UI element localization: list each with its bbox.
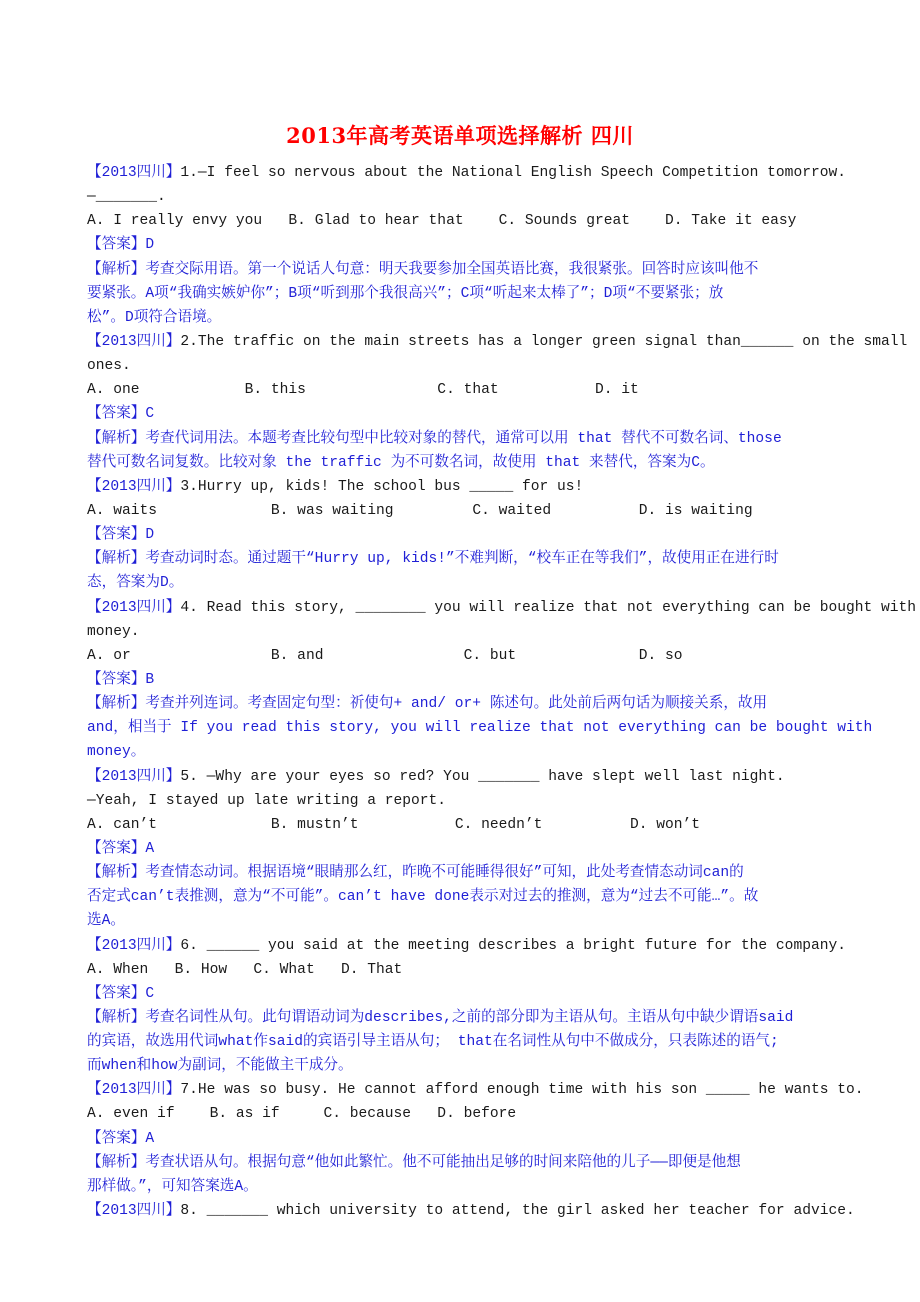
analysis-line — [87, 1030, 887, 1054]
source-tag: 【2013四川】 — [87, 165, 181, 181]
analysis-line — [87, 861, 887, 885]
answer-line — [87, 982, 887, 1006]
analysis-line — [87, 547, 887, 571]
question-stem-line — [87, 475, 887, 499]
answer-line — [87, 402, 887, 426]
answer-value: A — [145, 840, 155, 857]
source-tag: 【2013四川】 — [87, 599, 181, 616]
analysis-line — [87, 692, 887, 716]
question-text: ones. — [87, 358, 131, 375]
analysis-text: 要紧张。A项“我确实嫉妒你”；B项“听到那个我很高兴”；C项“听起来太棒了”；D项“不要紧张；放 — [87, 285, 724, 302]
analysis-text: 那样做。”，可知答案选A。 — [87, 1178, 258, 1195]
answer-value: C — [145, 985, 155, 1002]
question-stem-line — [87, 596, 917, 620]
question-stem-line — [87, 620, 887, 644]
analysis-text: 考查名词性从句。此句谓语动词为describes,之前的部分即为主语从句。主语从句中缺少谓语said — [145, 1009, 794, 1026]
analysis-line — [87, 306, 887, 330]
answer-line — [87, 523, 887, 547]
question-text: —_______. — [87, 189, 166, 206]
source-tag: 【2013四川】 — [87, 1203, 181, 1220]
answer-tag: 【答案】 — [87, 527, 146, 544]
question-block — [87, 1199, 887, 1223]
analysis-line — [87, 716, 887, 740]
question-text: money. — [87, 623, 140, 640]
analysis-text: 而when和how为副词，不能做主干成分。 — [87, 1058, 353, 1075]
question-options: A. I really envy you B. Glad to hear that C. Sounds great D. Take it easy — [87, 213, 797, 230]
question-block — [87, 161, 887, 330]
question-block — [87, 475, 887, 596]
analysis-tag: 【解析】 — [87, 261, 146, 278]
answer-value: D — [145, 237, 155, 254]
question-text: 5. —Why are your eyes so red? You _______ have slept well last night. — [180, 768, 785, 785]
source-tag: 【2013四川】 — [87, 333, 181, 350]
question-block — [87, 330, 908, 475]
question-text: 7.He was so busy. He cannot afford enough time with his son _____ he wants to. — [180, 1082, 864, 1099]
source-tag: 【2013四川】 — [87, 478, 181, 495]
analysis-tag: 【解析】 — [87, 551, 146, 568]
question-options: A. or B. and C. but D. so — [87, 647, 683, 664]
analysis-text: 考查交际用语。第一个说话人句意：明天我要参加全国英语比赛，我很紧张。回答时应该叫他不 — [145, 261, 759, 278]
analysis-line — [87, 1054, 887, 1078]
analysis-text: 考查并列连词。考查固定句型：祈使句+ and/ or+ 陈述句。此处前后两句话为顺接关系，故用 — [145, 696, 768, 713]
question-block — [87, 934, 887, 1079]
answer-value: A — [145, 1130, 155, 1147]
answer-line — [87, 233, 887, 257]
question-text: 2.The traffic on the main streets has a longer green signal than______ on the small — [180, 333, 908, 350]
answer-value: B — [145, 671, 155, 688]
question-stem-line — [87, 354, 887, 378]
question-stem-line — [87, 1078, 887, 1102]
question-block — [87, 596, 917, 765]
analysis-line — [87, 451, 887, 475]
answer-tag: 【答案】 — [87, 840, 146, 857]
analysis-text: 考查状语从句。根据句意“他如此繁忙。他不可能抽出足够的时间来陪他的儿子——即便是他想 — [145, 1154, 741, 1171]
question-stem-line — [87, 934, 887, 958]
answer-line — [87, 837, 887, 861]
question-stem-line — [87, 185, 887, 209]
analysis-text: 否定式can’t表推测，意为“不可能”。can’t have done表示对过去的推测，意为“过去不可能…”。故 — [87, 889, 759, 906]
question-stem-line — [87, 330, 908, 354]
analysis-text: 选A。 — [87, 913, 125, 930]
question-options: A. even if B. as if C. because D. before — [87, 1106, 517, 1123]
question-options: A. can’t B. mustn’t C. needn’t D. won’t — [87, 816, 701, 833]
source-tag: 【2013四川】 — [87, 937, 181, 954]
analysis-tag: 【解析】 — [87, 1009, 146, 1026]
question-text: 1.—I feel so nervous about the National English Speech Competition tomorrow. — [180, 165, 846, 181]
analysis-line — [87, 1006, 887, 1030]
document-title: 2013年高考英语单项选择解析 四川 — [286, 123, 634, 148]
analysis-tag: 【解析】 — [87, 430, 146, 447]
answer-tag: 【答案】 — [87, 237, 146, 254]
answer-tag: 【答案】 — [87, 671, 146, 688]
analysis-text: 态，答案为D。 — [87, 575, 184, 592]
analysis-line — [87, 909, 887, 933]
answer-line — [87, 668, 887, 692]
question-stem-line — [87, 789, 887, 813]
question-text: 8. _______ which university to attend, the girl asked her teacher for advice. — [180, 1203, 855, 1220]
analysis-text: and，相当于 If you read this story, you will realize that not everything can be bought with — [87, 720, 873, 737]
answer-value: C — [145, 406, 155, 423]
analysis-tag: 【解析】 — [87, 865, 146, 882]
question-text: 6. ______ you said at the meeting describes a bright future for the company. — [180, 937, 846, 954]
question-text: 4. Read this story, ________ you will realize that not everything can be bought with — [180, 599, 917, 616]
analysis-tag: 【解析】 — [87, 696, 146, 713]
question-text: 3.Hurry up, kids! The school bus _____ for us! — [180, 478, 584, 495]
analysis-line — [87, 740, 887, 764]
question-options: A. waits B. was waiting C. waited D. is waiting — [87, 502, 753, 519]
answer-line — [87, 1127, 887, 1151]
question-text: —Yeah, I stayed up late writing a report. — [87, 792, 447, 809]
analysis-text: 松”。D项符合语境。 — [87, 309, 222, 326]
source-tag: 【2013四川】 — [87, 768, 181, 785]
question-block — [87, 765, 887, 934]
analysis-text: 替代可数名词复数。比较对象 the traffic 为不可数名词，故使用 that 来替代，答案为C。 — [87, 454, 715, 471]
analysis-line — [87, 1151, 887, 1175]
answer-tag: 【答案】 — [87, 406, 146, 423]
analysis-line — [87, 885, 887, 909]
question-block — [87, 1078, 887, 1199]
analysis-tag: 【解析】 — [87, 1154, 146, 1171]
question-options: A. When B. How C. What D. That — [87, 961, 403, 978]
analysis-line — [87, 427, 887, 451]
question-stem-line — [87, 1199, 887, 1223]
analysis-line — [87, 571, 887, 595]
analysis-text: 考查情态动词。根据语境“眼睛那么红，昨晚不可能睡得很好”可知，此处考查情态动词can的 — [145, 865, 744, 882]
question-options: A. one B. this C. that D. it — [87, 382, 639, 399]
analysis-line — [87, 282, 887, 306]
analysis-text: 考查动词时态。通过题干“Hurry up, kids!”不难判断，“校车正在等我们”，故使用正在进行时 — [145, 551, 779, 568]
analysis-text: 考查代词用法。本题考查比较句型中比较对象的替代，通常可以用 that 替代不可数名词、those — [145, 430, 782, 447]
source-tag: 【2013四川】 — [87, 1082, 181, 1099]
analysis-text: money。 — [87, 744, 146, 761]
analysis-line — [87, 1175, 887, 1199]
answer-tag: 【答案】 — [87, 1130, 146, 1147]
document-body — [87, 161, 917, 1223]
analysis-line — [87, 258, 887, 282]
analysis-text: 的宾语，故选用代词what作said的宾语引导主语从句； that在名词性从句中不做成分，只表陈述的语气; — [87, 1034, 779, 1051]
question-stem-line — [87, 765, 887, 789]
answer-tag: 【答案】 — [87, 985, 146, 1002]
question-stem-line — [87, 161, 887, 185]
answer-value: D — [145, 527, 155, 544]
